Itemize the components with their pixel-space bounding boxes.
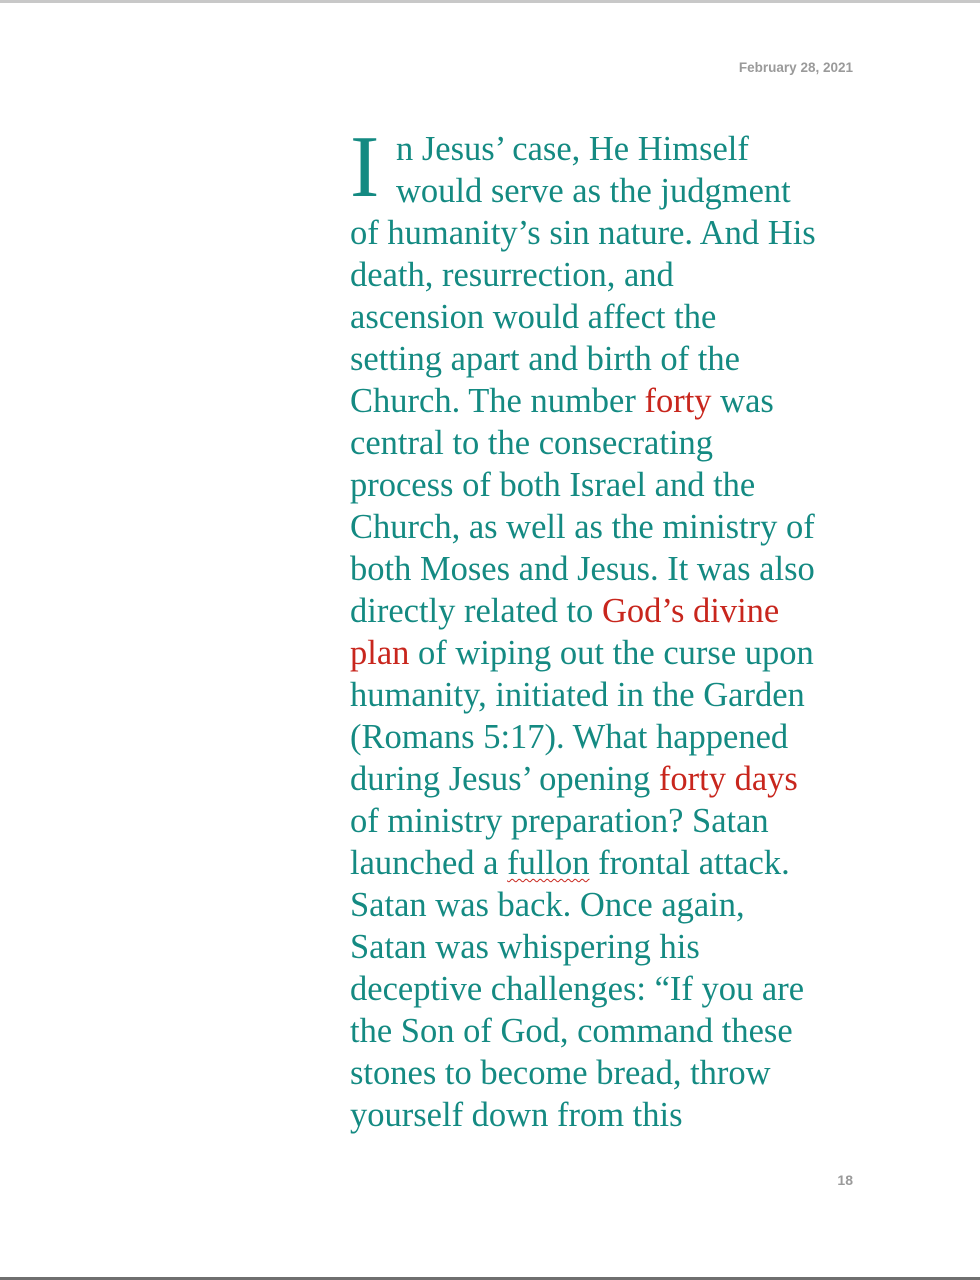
text-line	[350, 926, 855, 968]
text-run: stones to become bread, throw	[350, 1054, 771, 1092]
text-run: the Son of God, command these	[350, 1012, 793, 1050]
text-run: setting apart and birth of the	[350, 340, 740, 378]
text-line	[350, 338, 855, 380]
text-run: launched a	[350, 844, 508, 882]
text-run: of humanity’s sin nature. And His	[350, 214, 816, 252]
text-line	[350, 380, 855, 422]
text-run: n Jesus’ case, He Himself	[396, 130, 749, 168]
text-line	[350, 716, 855, 758]
text-run: during Jesus’ opening	[350, 760, 659, 798]
text-line	[350, 884, 855, 926]
drop-cap: I	[350, 119, 380, 216]
page-number: 18	[837, 1172, 853, 1188]
text-line	[350, 422, 855, 464]
text-line	[350, 968, 855, 1010]
text-run: would serve as the judgment	[396, 172, 791, 210]
text-run: frontal attack.	[589, 844, 790, 882]
text-run: yourself down from this	[350, 1096, 683, 1134]
text-run: (Romans 5:17). What happened	[350, 718, 789, 756]
text-line	[350, 296, 855, 338]
text-line	[350, 800, 855, 842]
text-line	[350, 170, 855, 212]
text-run: deceptive challenges: “If you are	[350, 970, 805, 1008]
text-line	[350, 632, 855, 674]
text-run: Satan was back. Once again,	[350, 886, 745, 924]
spellcheck-flagged-word: fullon	[507, 844, 590, 882]
text-run: of wiping out the curse upon	[409, 634, 814, 672]
text-line	[350, 842, 855, 884]
text-run: central to the consecrating	[350, 424, 714, 462]
text-run: Church, as well as the ministry of	[350, 508, 815, 546]
text-run: both Moses and Jesus. It was also	[350, 550, 815, 588]
highlighted-text: plan	[350, 634, 410, 672]
text-line	[350, 758, 855, 800]
header-date: February 28, 2021	[738, 60, 853, 75]
text-run: of ministry preparation? Satan	[350, 802, 769, 840]
text-line	[350, 674, 855, 716]
text-run: ascension would affect the	[350, 298, 717, 336]
text-run: death, resurrection, and	[350, 256, 674, 294]
text-line	[350, 254, 855, 296]
highlighted-text: forty	[644, 382, 712, 420]
highlighted-text: forty days	[658, 760, 798, 798]
text-line	[350, 590, 855, 632]
text-line	[350, 548, 855, 590]
text-run: humanity, initiated in the Garden	[350, 676, 805, 714]
text-run: Church. The number	[350, 382, 645, 420]
text-run: Satan was whispering his	[350, 928, 700, 966]
text-line	[350, 1052, 855, 1094]
text-run: was	[711, 382, 774, 420]
page-top-edge	[0, 0, 980, 3]
text-line	[350, 1094, 855, 1136]
text-line	[350, 506, 855, 548]
text-run: process of both Israel and the	[350, 466, 756, 504]
text-line	[350, 128, 855, 170]
text-run: directly related to	[350, 592, 602, 630]
text-line	[350, 212, 855, 254]
body-paragraph	[350, 119, 855, 1136]
text-line	[350, 464, 855, 506]
text-line	[350, 1010, 855, 1052]
highlighted-text: God’s divine	[601, 592, 780, 630]
